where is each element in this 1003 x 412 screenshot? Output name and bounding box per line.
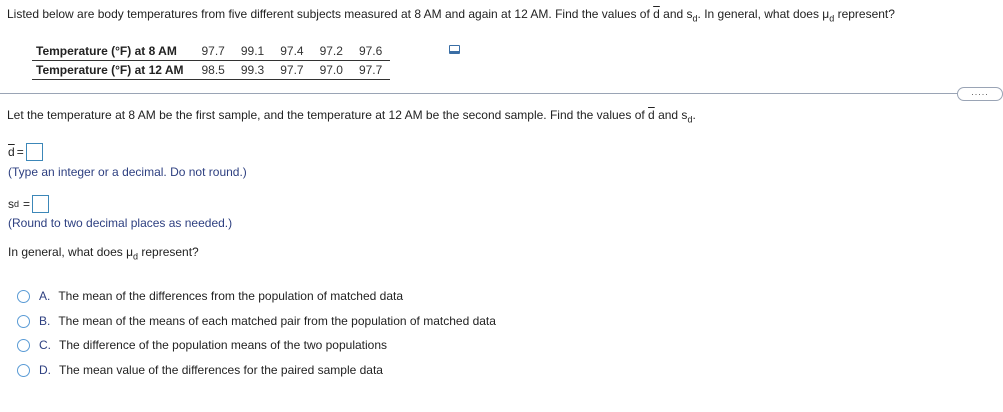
subscript-d: d <box>687 114 693 125</box>
section-divider <box>0 93 960 94</box>
option-text: The mean of the differences from the population of matched data <box>58 289 404 303</box>
instruction-end: . <box>692 108 696 122</box>
radio-button[interactable] <box>17 339 30 352</box>
option-a[interactable] <box>17 289 403 303</box>
copy-table-icon[interactable] <box>449 45 460 54</box>
d-bar-symbol: $\overline{d}$ <box>653 7 660 21</box>
option-letter: D. <box>39 363 51 377</box>
problem-and-text: and s <box>659 7 693 21</box>
table-cell: 97.2 <box>312 42 351 61</box>
radio-button[interactable] <box>17 290 30 303</box>
problem-tail2: represent? <box>834 7 895 21</box>
sd-input[interactable] <box>32 195 49 213</box>
instruction-main: Let the temperature at 8 AM be the first sample, and the temperature at 12 AM be the second sample. Find the values of <box>7 108 649 122</box>
question-end: represent? <box>138 245 199 259</box>
d-bar-input[interactable] <box>26 143 43 161</box>
row-label: Temperature (°F) at 8 AM <box>32 42 194 61</box>
table-cell: 98.5 <box>194 61 233 80</box>
d-bar-symbol: $\overline{d}$ <box>648 108 655 122</box>
problem-text-main: Listed below are body temperatures from five different subjects measured at 8 AM and again at 12 AM. Find the values of <box>7 7 654 21</box>
d-bar-label: $\overline{d}$ <box>8 145 15 159</box>
temperature-table <box>32 42 390 80</box>
question-text <box>8 245 199 261</box>
option-text: The difference of the population means of the two populations <box>59 338 388 352</box>
hint-round-two-decimals: (Round to two decimal places as needed.) <box>8 216 233 230</box>
instruction-text <box>7 108 696 124</box>
option-b[interactable] <box>17 314 496 328</box>
d-bar-answer-row <box>8 143 43 161</box>
table-cell: 97.4 <box>272 42 311 61</box>
equals-sign: = <box>16 145 24 159</box>
subscript-d: d <box>692 13 698 24</box>
subscript-d: d <box>829 13 835 24</box>
question-main: In general, what does μ <box>8 245 133 259</box>
table-cell: 97.7 <box>194 42 233 61</box>
problem-statement <box>7 7 895 23</box>
option-letter: C. <box>39 338 51 352</box>
option-text: The mean of the means of each matched pair from the population of matched data <box>58 314 496 328</box>
option-text: The mean value of the differences for the paired sample data <box>59 363 383 377</box>
hint-integer-decimal: (Type an integer or a decimal. Do not round.) <box>8 165 247 179</box>
table-cell: 97.6 <box>351 42 390 61</box>
option-d[interactable] <box>17 363 383 377</box>
option-c[interactable] <box>17 338 387 352</box>
table-cell: 97.7 <box>272 61 311 80</box>
option-letter: B. <box>39 314 51 328</box>
option-letter: A. <box>39 289 51 303</box>
table-row <box>32 61 390 80</box>
table-cell: 97.7 <box>351 61 390 80</box>
problem-tail: . In general, what does μ <box>697 7 830 21</box>
sd-label: s <box>8 197 14 211</box>
table-cell: 99.1 <box>233 42 272 61</box>
table-row <box>32 42 390 61</box>
more-options-button[interactable]: ..... <box>957 87 1003 101</box>
subscript-d: d <box>133 251 139 262</box>
table-cell: 99.3 <box>233 61 272 80</box>
instruction-mid: and s <box>654 108 688 122</box>
row-label: Temperature (°F) at 12 AM <box>32 61 194 80</box>
equals-sign: = <box>23 197 31 211</box>
subscript-d: d <box>14 199 20 209</box>
radio-button[interactable] <box>17 364 30 377</box>
table-cell: 97.0 <box>312 61 351 80</box>
radio-button[interactable] <box>17 315 30 328</box>
sd-answer-row <box>8 195 49 213</box>
